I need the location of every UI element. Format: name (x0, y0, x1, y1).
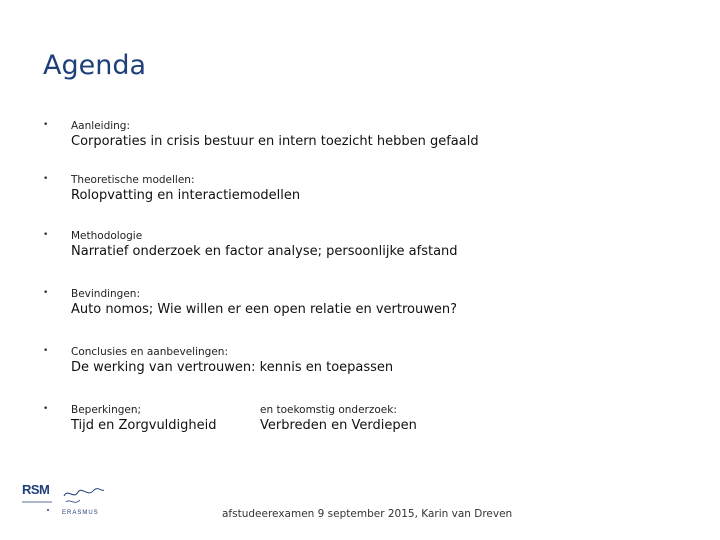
agenda-item-detail: Tijd en Zorgvuldigheid (71, 418, 217, 433)
bullet: • (43, 230, 49, 240)
agenda-item-detail: De werking van vertrouwen: kennis en toepassen (71, 360, 394, 375)
agenda-item-label: Conclusies en aanbevelingen: (71, 346, 228, 358)
agenda-item-detail: Corporaties in crisis bestuur en intern toezicht hebben gefaald (71, 134, 479, 149)
agenda-item-detail: Narratief onderzoek en factor analyse; persoonlijke afstand (71, 244, 458, 259)
agenda-item-label-secondary: en toekomstig onderzoek: (260, 404, 397, 416)
agenda-item-label: Bevindingen: (71, 288, 141, 300)
logo-subtext: ERASMUS (62, 510, 99, 516)
agenda-item-label: Beperkingen; (71, 404, 142, 416)
agenda-item-detail: Rolopvatting en interactiemodellen (71, 188, 301, 203)
erasmus-signature-icon (18, 482, 118, 522)
page-title: Agenda (43, 50, 147, 81)
bullet: • (43, 288, 49, 298)
bullet: • (43, 174, 49, 184)
agenda-item-detail: Auto nomos; Wie willen er een open relatie en vertrouwen? (71, 302, 457, 317)
agenda-item-label: Methodologie (71, 230, 143, 242)
bullet: • (43, 120, 49, 130)
bullet: • (43, 404, 49, 414)
rsm-logo (18, 482, 118, 522)
agenda-item-label: Theoretische modellen: (71, 174, 195, 186)
footer-text: afstudeerexamen 9 september 2015, Karin van Dreven (222, 508, 513, 520)
agenda-item-detail-secondary: Verbreden en Verdiepen (260, 418, 417, 433)
agenda-item-label: Aanleiding: (71, 120, 131, 132)
bullet: • (43, 346, 49, 356)
logo-mark: RSM (22, 482, 50, 497)
